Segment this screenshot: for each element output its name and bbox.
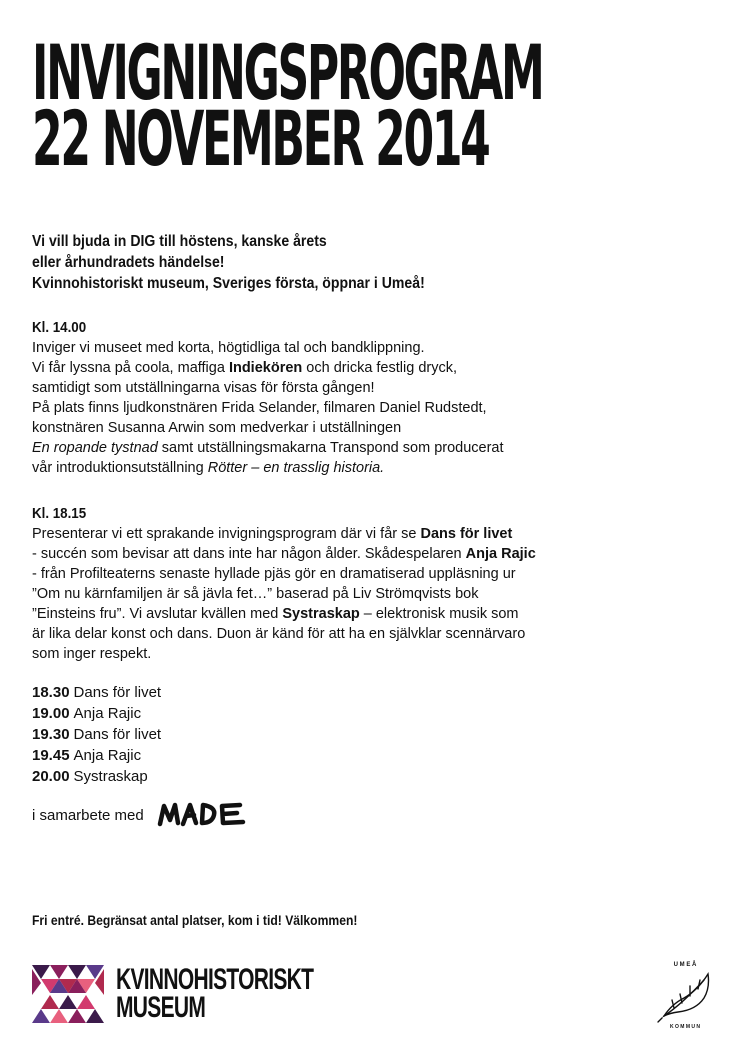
schedule-time: 18.30 xyxy=(32,684,70,701)
section-line: konstnären Susanna Arwin som medverkar i utställningen xyxy=(32,420,402,436)
section-line: - från Profilteaterns senaste hyllade pjäs gör en dramatiserad uppläsning ur xyxy=(32,566,516,582)
section-line: samtidigt som utställningarna visas för första gången! xyxy=(32,380,375,396)
schedule-act: Anja Rajic xyxy=(73,705,142,722)
schedule-act: Dans för livet xyxy=(73,684,162,701)
text-run: – elektronisk musik som xyxy=(359,606,519,622)
intro-line: Vi vill bjuda in DIG till höstens, kanske årets xyxy=(32,233,327,250)
footer-note: Fri entré. Begränsat antal platser, kom i tid! Välkommen! xyxy=(32,913,358,928)
poster-title xyxy=(32,28,746,183)
schedule-list xyxy=(32,682,161,787)
museum-emblem-icon xyxy=(32,965,104,1023)
section-line: På plats finns ljudkonstnären Frida Selander, filmaren Daniel Rudstedt, xyxy=(32,400,487,416)
umea-kommun-logo xyxy=(654,958,716,1030)
highlight-systraskap: Systraskap xyxy=(282,606,360,622)
schedule-item xyxy=(32,724,161,745)
section-line: som inger respekt. xyxy=(32,646,152,662)
program-section-1400 xyxy=(32,318,652,478)
text-run: ”Einsteins fru”. Vi avslutar kvällen med xyxy=(32,606,283,622)
schedule-time: 19.45 xyxy=(32,747,70,764)
schedule-time: 20.00 xyxy=(32,768,70,785)
text-run: vår introduktionsutställning xyxy=(32,460,208,476)
made-logo xyxy=(156,800,248,830)
intro-line: Kvinnohistoriskt museum, Sveriges första, öppnar i Umeå! xyxy=(32,275,425,292)
section-line xyxy=(32,544,652,564)
section-line xyxy=(32,358,652,378)
section-line xyxy=(32,458,652,478)
schedule-item xyxy=(32,682,161,703)
museum-logo xyxy=(32,965,398,1023)
text-run: Presenterar vi ett sprakande invigningsprogram där vi får se xyxy=(32,526,421,542)
text-run: Vi får lyssna på coola, maffiga xyxy=(32,360,229,376)
schedule-item xyxy=(32,766,161,787)
schedule-item xyxy=(32,703,161,724)
partner-credit xyxy=(32,800,248,830)
museum-name-line: KVINNOHISTORISKT xyxy=(116,963,314,996)
schedule-item xyxy=(32,745,161,766)
museum-name-line: MUSEUM xyxy=(116,991,206,1024)
birch-leaf-icon xyxy=(658,974,709,1022)
text-run: samt utställningsmakarna Transpond som producerat xyxy=(157,440,504,456)
exhibition-title: En ropande tystnad xyxy=(32,440,158,456)
exhibition-title: Rötter – en trasslig historia. xyxy=(207,460,385,476)
highlight-anja-rajic: Anja Rajic xyxy=(465,546,536,562)
highlight-indiekoren: Indiekören xyxy=(228,360,303,376)
museum-name xyxy=(116,963,314,1024)
schedule-act: Dans för livet xyxy=(73,726,162,743)
kommun-logo-top-text: U M E Å xyxy=(673,962,697,968)
section-line: Inviger vi museet med korta, högtidliga tal och bandklippning. xyxy=(32,340,425,356)
title-line-program: INVIGNINGSPROGRAM xyxy=(32,28,543,117)
highlight-dans-for-livet: Dans för livet xyxy=(420,526,513,542)
schedule-time: 19.00 xyxy=(32,705,70,722)
title-line-date: 22 NOVEMBER 2014 xyxy=(32,94,489,183)
text-run: och dricka festlig dryck, xyxy=(302,360,457,376)
intro-line: eller århundradets händelse! xyxy=(32,254,225,271)
section-time: Kl. 18.15 xyxy=(32,506,87,522)
schedule-act: Anja Rajic xyxy=(73,747,142,764)
section-line: ”Om nu kärnfamiljen är så jävla fet…” baserad på Liv Strömqvists bok xyxy=(32,586,479,602)
text-run: - succén som bevisar att dans inte har någon ålder. Skådespelaren xyxy=(32,546,466,562)
intro-text xyxy=(32,231,560,294)
schedule-act: Systraskap xyxy=(73,768,148,785)
schedule-time: 19.30 xyxy=(32,726,70,743)
section-line xyxy=(32,604,652,624)
section-line: är lika delar konst och dans. Duon är känd för att ha en självklar scennärvaro xyxy=(32,626,526,642)
program-section-1815 xyxy=(32,504,652,664)
section-line xyxy=(32,438,652,458)
section-time: Kl. 14.00 xyxy=(32,320,87,336)
partner-text: i samarbete med xyxy=(32,806,144,824)
kommun-logo-bottom-text: K O M M U N xyxy=(670,1024,700,1030)
section-line xyxy=(32,524,652,544)
